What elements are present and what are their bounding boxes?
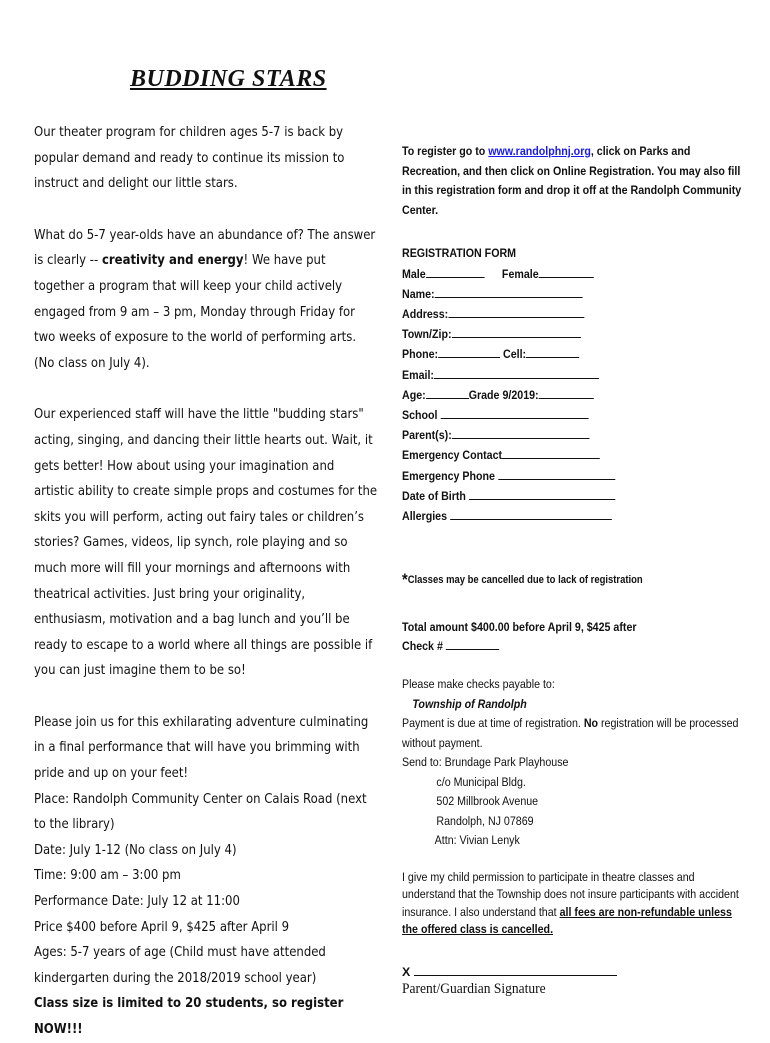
emergency-phone-field[interactable] (498, 466, 615, 480)
cancellation-text: Classes may be cancelled due to lack of registration (407, 574, 643, 587)
email-label: Email: (402, 367, 434, 382)
age-field[interactable] (426, 385, 469, 399)
performance-info: Performance Date: July 12 at 11:00 (34, 893, 240, 910)
signature-label: Parent/Guardian Signature (402, 980, 546, 997)
energy-text: What do 5-7 year-olds have an abundance of? The answer is clearly -- (34, 226, 376, 269)
male-field[interactable] (426, 264, 484, 278)
address-line-2: 502 Millbrook Avenue (436, 794, 539, 809)
emergency-phone-label: Emergency Phone (402, 468, 498, 483)
school-field[interactable] (440, 405, 588, 419)
time-info: Time: 9:00 am – 3:00 pm (34, 867, 181, 884)
address-line-1: c/o Municipal Bldg. (436, 774, 526, 789)
address-line-3: Randolph, NJ 07869 (436, 813, 534, 828)
check-number-field[interactable] (446, 636, 499, 650)
gender-row (402, 264, 746, 284)
ages-info: Ages: 5-7 years of age (Child must have attended kindergarten during the 2018/2019 school year) (34, 944, 326, 986)
payment-no: No (583, 716, 599, 731)
phone-label: Phone: (402, 347, 439, 362)
town-zip-label: Town/Zip: (402, 327, 452, 342)
grade-field[interactable] (539, 385, 594, 399)
send-to: Send to: Brundage Park Playhouse (402, 755, 569, 770)
age-grade-row (402, 385, 746, 405)
page-title: BUDDING STARS (130, 66, 327, 92)
email-row (402, 365, 746, 385)
parents-row (402, 425, 746, 445)
payment-text: Payment is due at time of registration. (402, 716, 584, 731)
creativity-emphasis: creativity and energy (101, 252, 244, 269)
register-text-end: , click on Parks and Recreation, and then click on Online Registration. You may also fill in this registration form and drop it off at the Randolph Community Center. (402, 144, 742, 217)
phone-field[interactable] (438, 344, 500, 358)
program-description (34, 120, 378, 1043)
class-limit-notice: Class size is limited to 20 students, so register NOW!!! (34, 995, 344, 1037)
address-row (402, 304, 746, 324)
check-number-row (402, 636, 746, 655)
grade-label: Grade 9/2019: (468, 387, 539, 402)
address-field[interactable] (448, 304, 584, 318)
place-info: Place: Randolph Community Center on Calais Road (next to the library) (34, 790, 367, 833)
female-label: Female (501, 266, 539, 281)
town-zip-row (402, 324, 746, 344)
emergency-contact-label: Emergency Contact (402, 448, 503, 463)
price-info: Price $400 before April 9, $425 after April 9 (34, 918, 290, 935)
name-label: Name: (402, 286, 435, 301)
allergies-field[interactable] (450, 506, 612, 520)
age-label: Age: (402, 387, 426, 402)
check-number-label: Check # (402, 639, 446, 654)
female-field[interactable] (539, 264, 594, 278)
emergency-contact-row (402, 445, 746, 465)
allergies-label: Allergies (402, 508, 450, 523)
join-paragraph: Please join us for this exhilarating adventure culminating in a final performance that will have you brimming with pride and up on your feet! (34, 713, 369, 782)
energy-text-end: ! We have put together a program that will keep your child actively engaged from 9 am – 3 pm, Monday through Friday for two weeks of exposure to the world of performing arts. (No class on July 4). (34, 252, 357, 371)
website-link[interactable]: www.randolphnj.org (488, 144, 591, 158)
allergies-row (402, 506, 746, 526)
payment-info (402, 675, 746, 851)
checks-payable: Please make checks payable to: (402, 677, 555, 692)
cell-label: Cell: (503, 347, 527, 362)
payee: Township of Randolph (412, 696, 527, 711)
attention-line: Attn: Vivian Lenyk (434, 833, 520, 848)
dob-row (402, 486, 746, 506)
name-field[interactable] (435, 284, 583, 298)
school-row (402, 405, 746, 425)
dob-field[interactable] (469, 486, 615, 500)
emergency-phone-row (402, 466, 746, 486)
signature-row (402, 963, 742, 979)
non-refundable-notice: all fees are non-refundable unless the offered class is cancelled. (402, 904, 732, 937)
address-label: Address: (402, 306, 449, 321)
payment-due (402, 714, 746, 753)
register-instructions (402, 142, 746, 220)
total-amount: Total amount $400.00 before April 9, $425 after (402, 620, 637, 635)
permission-text: I give my child permission to participate in theatre classes and understand that the Township does not insure participants with accident insurance. I also understand that (402, 869, 739, 919)
male-label: Male (402, 266, 426, 281)
register-text: To register go to (402, 144, 489, 158)
energy-paragraph (34, 223, 378, 377)
registration-form (402, 244, 746, 655)
payment-text-end: registration will be processed without payment. (402, 716, 739, 750)
emergency-contact-field[interactable] (502, 445, 600, 459)
school-label: School (402, 407, 441, 422)
dob-label: Date of Birth (402, 488, 469, 503)
staff-paragraph: Our experienced staff will have the little "budding stars" acting, singing, and dancing their little hearts out. Wait, it gets better! How about using your imagination and artistic ability to create simple props and costumes for the skits you will perform, acting out fairy tales or children’s stories? Games, videos, lip synch, role playing and so much more will fill your mornings and afternoons with theatrical activities. Just bring your originality, enthusiasm, motivation and a bag lunch and you’ll be ready to escape to a world where all things are possible if you can just imagine them to be so! (34, 406, 378, 679)
name-row (402, 284, 746, 304)
parents-field[interactable] (452, 425, 590, 439)
form-title: REGISTRATION FORM (402, 246, 517, 260)
email-field[interactable] (434, 365, 599, 379)
date-info: Date: July 1-12 (No class on July 4) (34, 841, 237, 858)
cell-field[interactable] (526, 344, 579, 358)
intro-paragraph: Our theater program for children ages 5-7 is back by popular demand and ready to continue its mission to instruct and delight our little stars. (34, 124, 345, 192)
permission-statement (402, 869, 746, 939)
signature-x: X (402, 964, 411, 979)
registration-column (402, 142, 742, 998)
signature-field[interactable] (414, 963, 617, 976)
parents-label: Parent(s): (402, 428, 452, 443)
phone-row (402, 344, 746, 364)
town-zip-field[interactable] (452, 324, 581, 338)
asterisk: * (402, 570, 408, 590)
cancellation-note (402, 570, 746, 590)
